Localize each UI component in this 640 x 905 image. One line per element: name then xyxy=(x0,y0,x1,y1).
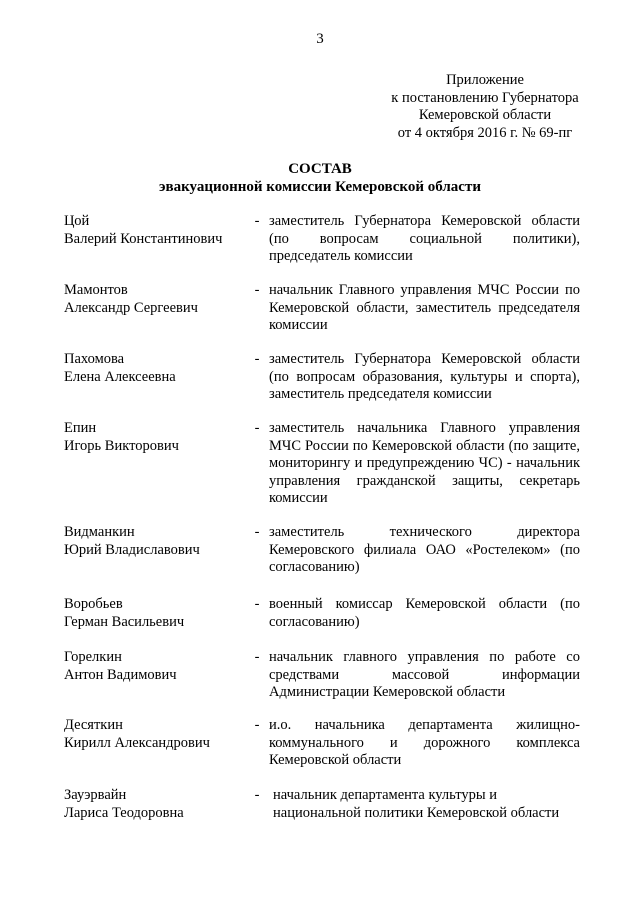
member-role: начальник департамента культуры и национальной политики Кемеровской области xyxy=(273,787,560,821)
member-role: начальник главного управления по работе со средствами массовой информации Администрации Кемеровской области xyxy=(269,649,580,700)
appendix-block xyxy=(355,72,615,142)
member-given-name: Лариса Теодоровна xyxy=(64,804,184,821)
member-given-name: Юрий Владиславович xyxy=(64,541,200,558)
member-surname: Горелкин xyxy=(64,649,122,665)
member-given-name: Антон Вадимович xyxy=(64,666,177,683)
member-dash: - xyxy=(254,351,260,367)
appendix-line-2: к постановлению Губернатора xyxy=(391,89,579,106)
member-surname: Цой xyxy=(64,213,90,229)
member-name xyxy=(64,524,249,559)
member-given-name: Герман Васильевич xyxy=(64,613,185,630)
member-given-name: Игорь Викторович xyxy=(64,437,179,454)
member-name xyxy=(64,596,249,631)
member-dash: - xyxy=(254,282,260,298)
member-name xyxy=(64,282,249,317)
appendix-line-1: Приложение xyxy=(446,72,524,88)
member-role: заместитель начальника Главного управления МЧС России по Кемеровской области (по защите, мониторингу и предупреждению ЧС) - начальник управления гражданской защиты, секретарь комиссии xyxy=(269,420,580,506)
member-surname: Мамонтов xyxy=(64,282,128,298)
member-surname: Десяткин xyxy=(64,717,123,733)
member-role: и.о. начальника департамента жилищно-коммунального и дорожного комплекса Кемеровской области xyxy=(269,717,580,768)
appendix-line-4: от 4 октября 2016 г. № 69-пг xyxy=(397,124,573,141)
member-role: заместитель технического директора Кемеровского филиала ОАО «Ростелеком» (по согласованию) xyxy=(269,524,580,575)
member-dash: - xyxy=(254,213,260,229)
title-line-1: СОСТАВ xyxy=(288,161,352,177)
page-number: 3 xyxy=(316,31,324,47)
document-title xyxy=(0,160,640,196)
member-dash: - xyxy=(254,420,260,436)
member-surname: Епин xyxy=(64,420,97,436)
member-given-name: Кирилл Александрович xyxy=(64,734,210,751)
member-given-name: Елена Алексеевна xyxy=(64,368,176,385)
member-role: начальник Главного управления МЧС России по Кемеровской области, заместитель председателя комиссии xyxy=(269,282,580,333)
member-dash: - xyxy=(254,787,260,803)
member-dash: - xyxy=(254,524,260,540)
member-dash: - xyxy=(254,649,260,665)
member-name xyxy=(64,787,249,822)
member-dash: - xyxy=(254,596,260,612)
member-role: военный комиссар Кемеровской области (по согласованию) xyxy=(269,596,580,630)
member-name xyxy=(64,351,249,386)
member-given-name: Валерий Константинович xyxy=(64,230,223,247)
member-name xyxy=(64,717,249,752)
member-surname: Зауэрвайн xyxy=(64,787,127,803)
member-surname: Пахомова xyxy=(64,351,125,367)
member-surname: Видманкин xyxy=(64,524,135,540)
title-line-2: эвакуационной комиссии Кемеровской области xyxy=(159,179,481,195)
member-role: заместитель Губернатора Кемеровской области (по вопросам социальной политики), председатель комиссии xyxy=(269,213,580,264)
member-name xyxy=(64,649,249,684)
member-name xyxy=(64,213,249,248)
member-dash: - xyxy=(254,717,260,733)
member-role: заместитель Губернатора Кемеровской области (по вопросам образования, культуры и спорта), заместитель председателя комиссии xyxy=(269,351,580,402)
appendix-line-3: Кемеровской области xyxy=(418,107,552,123)
member-surname: Воробьев xyxy=(64,596,123,612)
member-name xyxy=(64,420,249,455)
member-given-name: Александр Сергеевич xyxy=(64,299,198,316)
